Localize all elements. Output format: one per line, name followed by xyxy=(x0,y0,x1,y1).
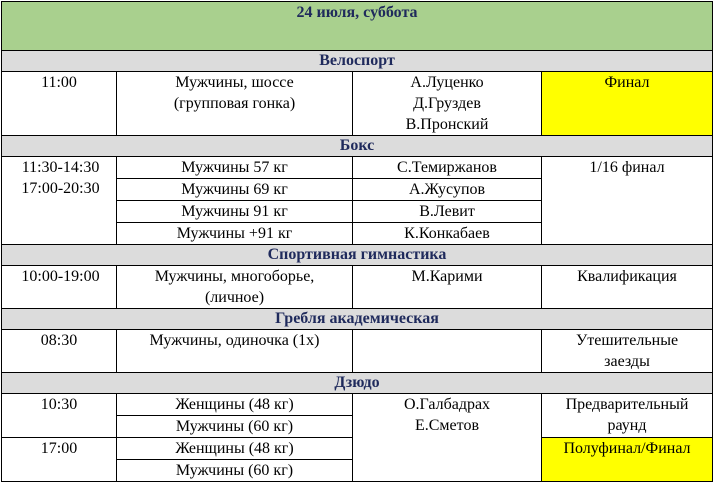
event-cell xyxy=(117,72,353,136)
section-row xyxy=(2,309,713,330)
stage-cell: 1/16 финал xyxy=(542,157,713,245)
athlete-name: Е.Сметов xyxy=(414,417,479,434)
athlete-cell: А.Жусупов xyxy=(353,179,542,201)
stage-cell xyxy=(542,394,713,438)
stage-line: Утешительные xyxy=(575,332,679,349)
event-cell: Мужчины 91 кг xyxy=(117,201,353,223)
athlete-name: Д.Груздев xyxy=(413,95,481,112)
event-line: (личное) xyxy=(204,289,265,306)
athlete-name: В.Пронский xyxy=(405,116,489,133)
table-row xyxy=(2,394,713,416)
time-line: 11:30-14:30 xyxy=(21,159,100,176)
time-cell: 10:00-19:00 xyxy=(2,266,117,309)
event-cell: Мужчины 57 кг xyxy=(117,157,353,179)
event-cell: Мужчины 69 кг xyxy=(117,179,353,201)
athlete-cell xyxy=(353,330,542,373)
section-title-cycling: Велоспорт xyxy=(2,51,713,72)
event-line: Мужчины, многоборье, xyxy=(154,268,315,285)
stage-line: Предварительный xyxy=(565,396,689,413)
section-row xyxy=(2,51,713,72)
event-cell: Женщины (48 кг) xyxy=(117,394,353,416)
stage-cell: Финал xyxy=(542,72,713,136)
athlete-cell: К.Конкабаев xyxy=(353,223,542,245)
time-cell: 08:30 xyxy=(2,330,117,373)
time-cell: 10:30 xyxy=(2,394,117,438)
athlete-cell: М.Карими xyxy=(353,266,542,309)
athlete-name: О.Галбадрах xyxy=(403,396,491,413)
event-cell: Женщины (48 кг) xyxy=(117,438,353,460)
stage-line: заезды xyxy=(604,353,650,370)
athlete-cell: В.Левит xyxy=(353,201,542,223)
date-title: 24 июля, суббота xyxy=(2,2,713,51)
event-line: (групповая гонка) xyxy=(173,95,296,112)
section-title-rowing: Гребля академическая xyxy=(2,309,713,330)
event-cell: Мужчины, одиночка (1х) xyxy=(117,330,353,373)
section-title-gymnastics: Спортивная гимнастика xyxy=(2,245,713,266)
stage-cell: Полуфинал/Финал xyxy=(542,438,713,482)
time-cell: 17:00 xyxy=(2,438,117,482)
stage-cell xyxy=(542,330,713,373)
table-row xyxy=(2,72,713,136)
section-title-judo: Дзюдо xyxy=(2,373,713,394)
section-row xyxy=(2,245,713,266)
stage-cell: Квалификация xyxy=(542,266,713,309)
event-line: Мужчины, шоссе xyxy=(175,74,294,91)
table-row xyxy=(2,157,713,179)
time-cell xyxy=(2,157,117,245)
schedule-table xyxy=(1,1,713,482)
time-line: 17:00-20:30 xyxy=(21,180,100,197)
athlete-name: А.Луценко xyxy=(410,74,484,91)
event-cell: Мужчины (60 кг) xyxy=(117,416,353,438)
section-title-boxing: Бокс xyxy=(2,136,713,157)
section-row xyxy=(2,136,713,157)
table-row xyxy=(2,266,713,309)
time-cell: 11:00 xyxy=(2,72,117,136)
athletes-cell xyxy=(353,72,542,136)
athlete-cell: С.Темиржанов xyxy=(353,157,542,179)
event-cell xyxy=(117,266,353,309)
header-row xyxy=(2,2,713,51)
table-row xyxy=(2,330,713,373)
event-cell: Мужчины +91 кг xyxy=(117,223,353,245)
event-cell: Мужчины (60 кг) xyxy=(117,460,353,482)
athletes-cell xyxy=(353,394,542,482)
stage-line: раунд xyxy=(607,417,647,434)
section-row xyxy=(2,373,713,394)
